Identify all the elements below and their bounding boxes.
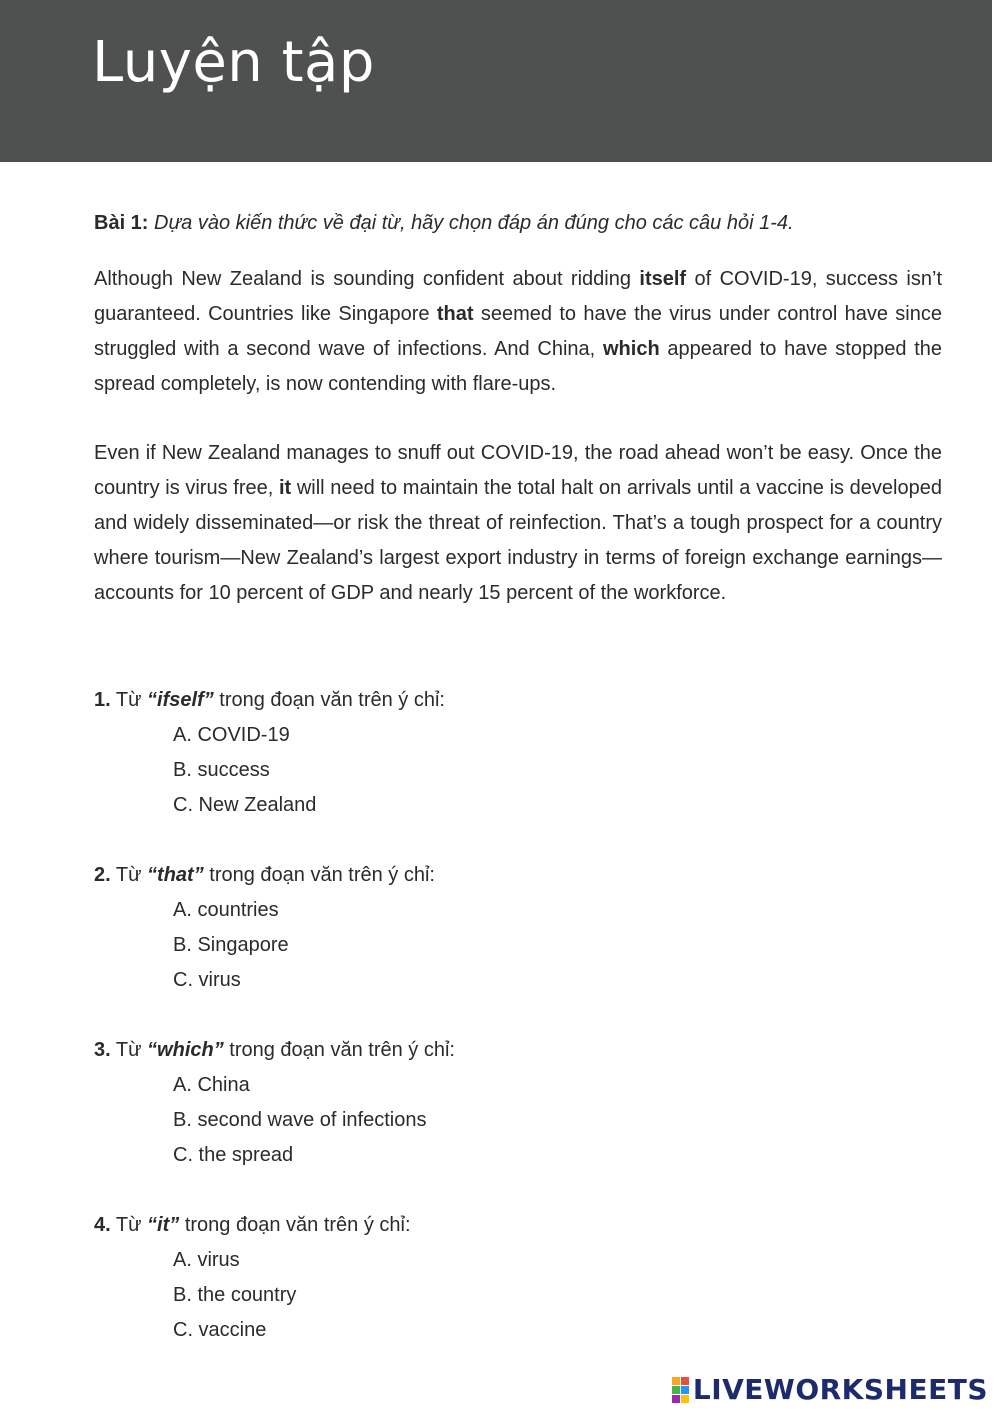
question-prompt: 4. Từ “it” trong đoạn văn trên ý chỉ:	[94, 1214, 411, 1236]
answer-option[interactable]: C. vaccine	[173, 1319, 267, 1341]
highlight-itself: itself	[639, 268, 687, 290]
logo-icon	[672, 1377, 689, 1403]
exercise-label: Bài 1:	[94, 212, 149, 234]
question-3	[94, 1033, 914, 1173]
answer-option[interactable]: C. the spread	[173, 1144, 294, 1166]
answer-option[interactable]: C. New Zealand	[173, 794, 317, 816]
answer-options	[94, 893, 914, 998]
question-2	[94, 858, 914, 998]
answer-option[interactable]: A. countries	[173, 899, 279, 921]
page-title: Luyện tập	[92, 30, 375, 95]
question-4	[94, 1208, 914, 1348]
question-prompt: 3. Từ “which” trong đoạn văn trên ý chỉ:	[94, 1039, 455, 1061]
logo-text: LIVEWORKSHEETS	[692, 1373, 988, 1406]
answer-option[interactable]: A. COVID-19	[173, 724, 290, 746]
answer-options	[94, 1068, 914, 1173]
question-prompt: 2. Từ “that” trong đoạn văn trên ý chỉ:	[94, 864, 435, 886]
answer-option[interactable]: A. virus	[173, 1249, 240, 1271]
answer-option[interactable]: B. the country	[173, 1284, 297, 1306]
highlight-it: it	[278, 477, 292, 499]
highlight-that: that	[436, 303, 474, 325]
liveworksheets-logo	[672, 1373, 988, 1406]
passage-paragraph-2: Even if New Zealand manages to snuff out COVID-19, the road ahead won’t be easy. Once the country is virus free, it will need to maintain the total halt on arrivals until a vaccine is developed and widely disseminated—or risk the threat of reinfection. That’s a tough prospect for a country where tourism—New Zealand’s largest export industry in terms of foreign exchange earnings—accounts for 10 percent of GDP and nearly 15 percent of the workforce.	[94, 442, 942, 604]
page-header	[0, 0, 992, 162]
question-prompt: 1. Từ “ifself” trong đoạn văn trên ý chỉ:	[94, 689, 445, 711]
answer-option[interactable]: B. second wave of infections	[173, 1109, 427, 1131]
exercise-instruction: Dựa vào kiến thức về đại từ, hãy chọn đáp án đúng cho các câu hỏi 1-4.	[154, 212, 794, 234]
answer-options	[94, 718, 914, 823]
answer-option[interactable]: B. Singapore	[173, 934, 289, 956]
answer-option[interactable]: A. China	[173, 1074, 250, 1096]
answer-option[interactable]: C. virus	[173, 969, 241, 991]
answer-option[interactable]: B. success	[173, 759, 270, 781]
highlight-which: which	[603, 338, 660, 360]
passage-paragraph-1: Although New Zealand is sounding confident about ridding itself of COVID-19, success isn’t guaranteed. Countries like Singapore that seemed to have the virus under control have since struggled with a second wave of infections. And China, which appeared to have stopped the spread completely, is now contending with flare-ups.	[94, 268, 943, 395]
answer-options	[94, 1243, 914, 1348]
exercise-heading	[94, 209, 954, 237]
question-1	[94, 683, 914, 823]
